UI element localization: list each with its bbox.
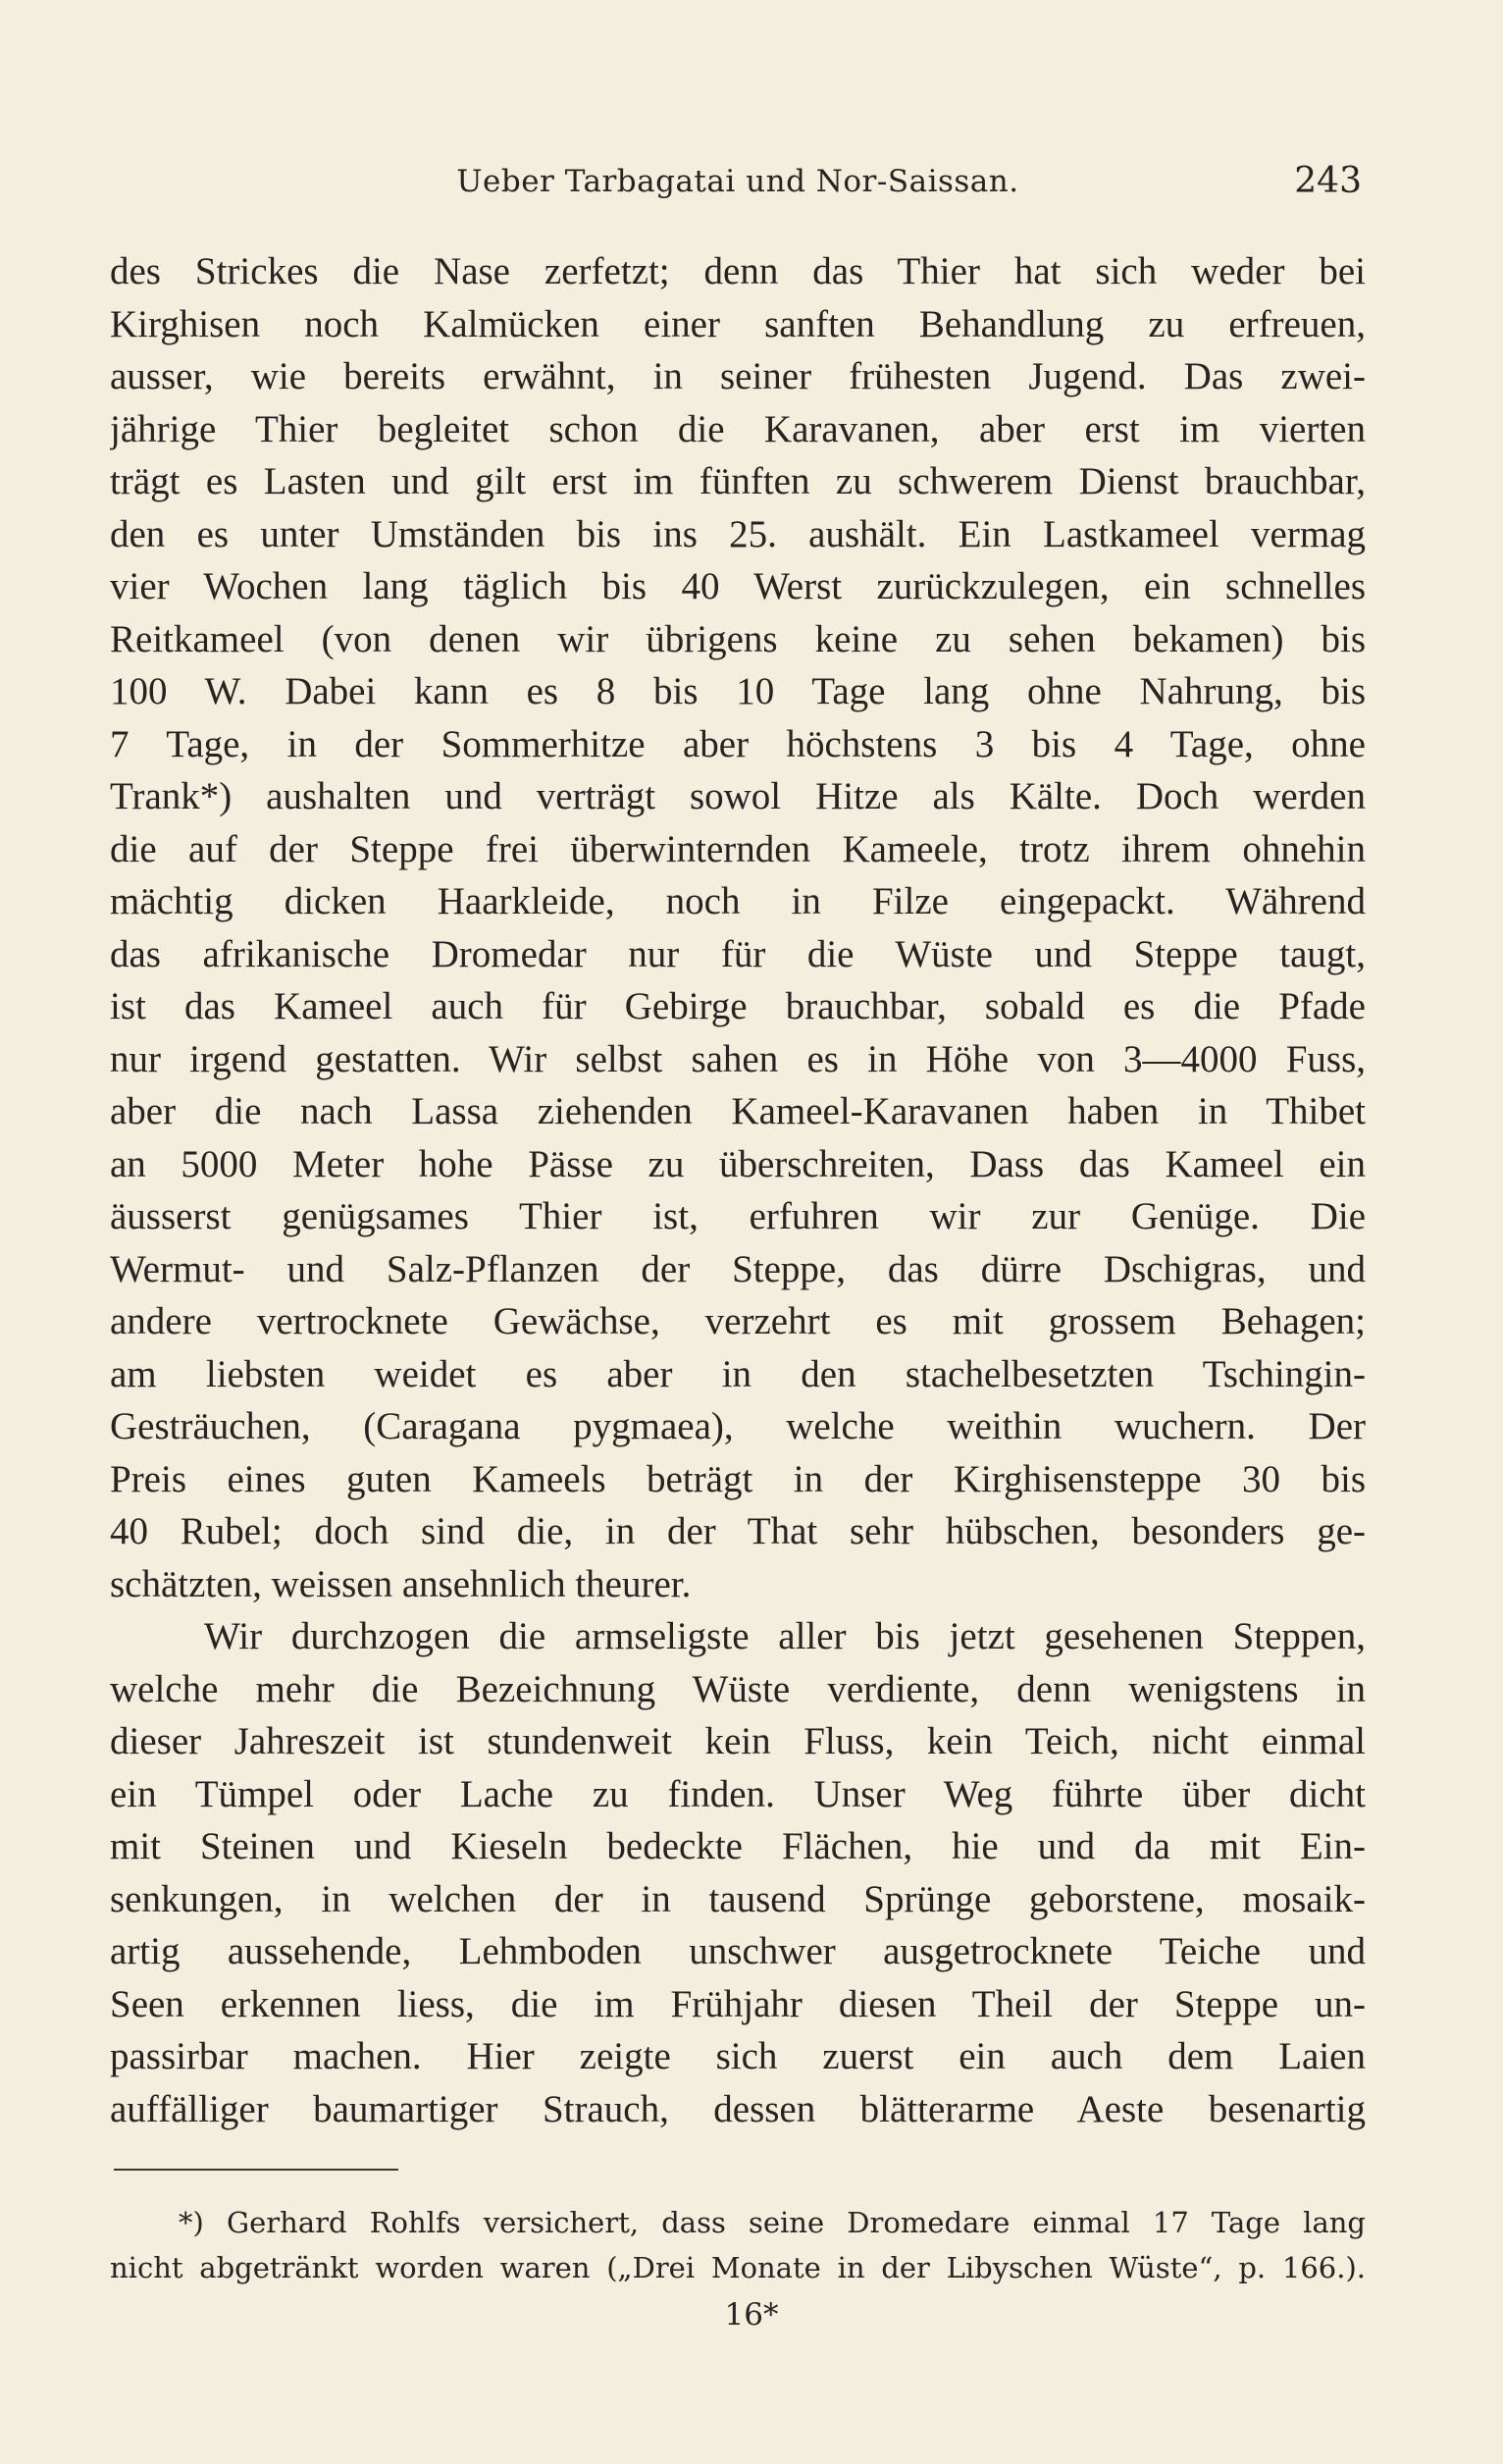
signature-mark: 16* <box>724 2297 779 2333</box>
text-line: ein Tümpel oder Lache zu finden. Unser Weg führte über dicht <box>110 1772 1366 1815</box>
text-line: des Strickes die Nase zerfetzt; denn das Thier hat sich weder bei <box>110 250 1366 292</box>
text-line: die auf der Steppe frei überwinternden Kameele, trotz ihrem ohnehin <box>110 827 1366 870</box>
body-text <box>110 245 1366 2135</box>
running-title: Ueber Tarbagatai und Nor-Saissan. <box>456 164 1019 199</box>
text-line: den es unter Umständen bis ins 25. aushält. Ein Lastkameel vermag <box>110 512 1366 555</box>
text-line: nur irgend gestatten. Wir selbst sahen es in Höhe von 3—4000 Fuss, <box>110 1037 1366 1080</box>
text-line: Gesträuchen, (Caragana pygmaea), welche weithin wuchern. Der <box>110 1405 1366 1447</box>
text-line: Kirghisen noch Kalmücken einer sanften Behandlung zu erfreuen, <box>110 302 1366 345</box>
running-head <box>114 157 1362 206</box>
text-line: am liebsten weidet es aber in den stachelbesetzten Tschingin- <box>110 1352 1366 1395</box>
text-line: ausser, wie bereits erwähnt, in seiner frühesten Jugend. Das zwei- <box>110 355 1366 397</box>
text-line: mit Steinen und Kieseln bedeckte Flächen, hie und da mit Ein- <box>110 1825 1366 1867</box>
footnote-divider <box>114 2169 398 2171</box>
text-line: das afrikanische Dromedar nur für die Wüste und Steppe taugt, <box>110 932 1366 975</box>
text-line: schätzten, weissen ansehnlich theurer. <box>110 1562 692 1605</box>
text-line: Trank*) aushalten und verträgt sowol Hitze als Kälte. Doch werden <box>110 775 1366 817</box>
text-line: aber die nach Lassa ziehenden Kameel-Karavanen haben in Thibet <box>110 1090 1366 1132</box>
text-line: Reitkameel (von denen wir übrigens keine zu sehen bekamen) bis <box>110 617 1366 660</box>
text-line: andere vertrocknete Gewächse, verzehrt es mit grossem Behagen; <box>110 1300 1366 1342</box>
text-line: 7 Tage, in der Sommerhitze aber höchstens 3 bis 4 Tage, ohne <box>110 722 1366 765</box>
footnote <box>110 2200 1366 2290</box>
page-number: 243 <box>1294 161 1362 201</box>
text-line: an 5000 Meter hohe Pässe zu überschreiten, Dass das Kameel ein <box>110 1142 1366 1185</box>
text-line: 40 Rubel; doch sind die, in der That sehr hübschen, besonders ge- <box>110 1510 1366 1552</box>
text-line: jährige Thier begleitet schon die Karavanen, aber erst im vierten <box>110 407 1366 450</box>
text-line: Wermut- und Salz-Pflanzen der Steppe, das dürre Dschigras, und <box>110 1247 1366 1290</box>
text-line: passirbar machen. Hier zeigte sich zuerst ein auch dem Laien <box>110 2035 1366 2077</box>
text-line: auffälliger baumartiger Strauch, dessen blätterarme Aeste besenartig <box>110 2087 1366 2130</box>
text-line: senkungen, in welchen der in tausend Sprünge geborstene, mosaik- <box>110 1877 1366 1920</box>
text-line: Wir durchzogen die armseligste aller bis jetzt gesehenen Steppen, <box>204 1615 1366 1657</box>
text-line: Preis eines guten Kameels beträgt in der Kirghisensteppe 30 bis <box>110 1457 1366 1500</box>
text-line: dieser Jahreszeit ist stundenweit kein Fluss, kein Teich, nicht einmal <box>110 1720 1366 1762</box>
text-line: vier Wochen lang täglich bis 40 Werst zurückzulegen, ein schnelles <box>110 565 1366 607</box>
footnote-line: *) Gerhard Rohlfs versichert, dass seine Dromedare einmal 17 Tage lang <box>179 2206 1366 2239</box>
text-line: welche mehr die Bezeichnung Wüste verdiente, denn wenigstens in <box>110 1667 1366 1710</box>
text-line: mächtig dicken Haarkleide, noch in Filze eingepackt. Während <box>110 880 1366 922</box>
text-line: ist das Kameel auch für Gebirge brauchbar, sobald es die Pfade <box>110 985 1366 1027</box>
text-line: 100 W. Dabei kann es 8 bis 10 Tage lang ohne Nahrung, bis <box>110 670 1366 712</box>
text-line: trägt es Lasten und gilt erst im fünften zu schwerem Dienst brauchbar, <box>110 460 1366 502</box>
text-line: artig aussehende, Lehmboden unschwer ausgetrocknete Teiche und <box>110 1930 1366 1972</box>
text-line: Seen erkennen liess, die im Frühjahr diesen Theil der Steppe un- <box>110 1982 1366 2025</box>
footnote-line: nicht abgetränkt worden waren („Drei Monate in der Libyschen Wüste“, p. 166.). <box>110 2251 1366 2284</box>
text-line: äusserst genügsames Thier ist, erfuhren wir zur Genüge. Die <box>110 1195 1366 1237</box>
